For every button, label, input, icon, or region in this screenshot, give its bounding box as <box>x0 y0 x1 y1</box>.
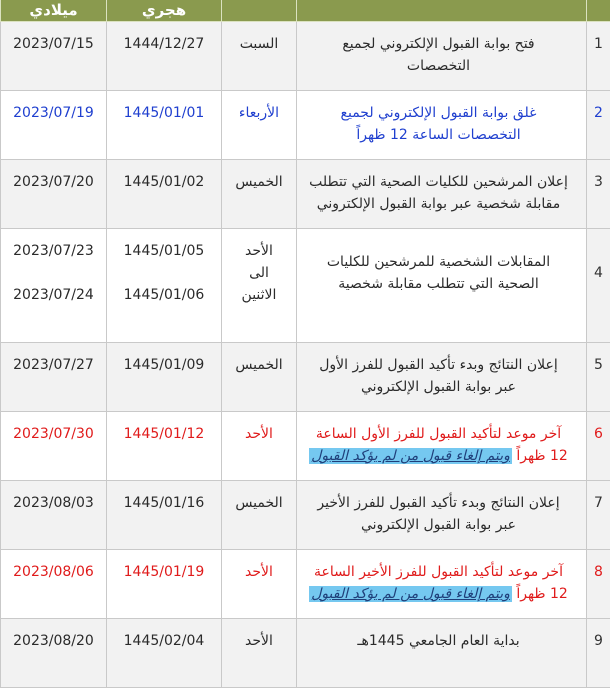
day-name: الأحد <box>222 619 297 688</box>
table-row <box>1 550 610 619</box>
event-text: آخر موعد لتأكيد القبول للفرز الأول الساعة 12 ظهراً <box>316 426 568 464</box>
hijri-date: 1445/02/04 <box>107 619 222 688</box>
gregorian-date: 2023/07/19 <box>1 91 107 160</box>
day-name: الأحد <box>222 412 297 481</box>
hijri-date: 1445/01/12 <box>107 412 222 481</box>
day-separator: الى <box>222 262 296 284</box>
hijri-date: 1444/12/27 <box>107 22 222 91</box>
event-text: فتح بوابة القبول الإلكتروني لجميع التخصصات <box>297 22 587 91</box>
day-name: الأحد <box>222 550 297 619</box>
table-header-row <box>1 0 610 22</box>
hijri-date-end: 1445/01/06 <box>107 284 221 306</box>
row-number: 9 <box>587 619 610 688</box>
row-number: 4 <box>587 229 610 343</box>
row-number: 7 <box>587 481 610 550</box>
row-number: 6 <box>587 412 610 481</box>
hijri-date: 1445/01/19 <box>107 550 222 619</box>
gregorian-date: 2023/07/20 <box>1 160 107 229</box>
event-cell <box>297 550 587 619</box>
day-name: الخميس <box>222 160 297 229</box>
hijri-date: 1445/01/09 <box>107 343 222 412</box>
cancellation-note-link[interactable]: ويتم إلغاء قبول من لم يؤكد القبول <box>309 448 512 464</box>
row-number: 1 <box>587 22 610 91</box>
event-text: إعلان النتائج وبدء تأكيد القبول للفرز الأخير عبر بوابة القبول الإلكتروني <box>297 481 587 550</box>
hijri-date: 1445/01/16 <box>107 481 222 550</box>
row-number: 8 <box>587 550 610 619</box>
table-row <box>1 412 610 481</box>
table-row <box>1 229 610 343</box>
header-gregorian: ميلادي <box>1 0 107 22</box>
hijri-date-start: 1445/01/05 <box>107 240 221 262</box>
table-row <box>1 91 610 160</box>
day-start: الأحد <box>222 240 296 262</box>
row-number: 2 <box>587 91 610 160</box>
day-name: الأربعاء <box>222 91 297 160</box>
hijri-date: 1445/01/02 <box>107 160 222 229</box>
hijri-date-range <box>107 229 222 343</box>
table-row <box>1 619 610 688</box>
day-name: السبت <box>222 22 297 91</box>
gregorian-date: 2023/08/20 <box>1 619 107 688</box>
event-text: إعلان المرشحين للكليات الصحية التي تتطلب مقابلة شخصية عبر بوابة القبول الإلكتروني <box>297 160 587 229</box>
gregorian-date-range <box>1 229 107 343</box>
day-name: الخميس <box>222 481 297 550</box>
header-day <box>222 0 297 22</box>
day-range <box>222 229 297 343</box>
event-cell <box>297 412 587 481</box>
header-num <box>587 0 610 22</box>
row-number: 5 <box>587 343 610 412</box>
event-text: بداية العام الجامعي 1445هـ <box>297 619 587 688</box>
gregorian-date-start: 2023/07/23 <box>1 240 106 262</box>
gregorian-date: 2023/07/30 <box>1 412 107 481</box>
event-text: آخر موعد لتأكيد القبول للفرز الأخير الساعة 12 ظهراً <box>314 564 568 602</box>
table-row <box>1 22 610 91</box>
header-hijri: هجري <box>107 0 222 22</box>
table-row <box>1 343 610 412</box>
gregorian-date-end: 2023/07/24 <box>1 284 106 306</box>
gregorian-date: 2023/08/03 <box>1 481 107 550</box>
header-event <box>297 0 587 22</box>
cancellation-note-link[interactable]: ويتم إلغاء قبول من لم يؤكد القبول <box>309 586 512 602</box>
day-name: الخميس <box>222 343 297 412</box>
gregorian-date: 2023/07/27 <box>1 343 107 412</box>
event-text: المقابلات الشخصية للمرشحين للكليات الصحية التي تتطلب مقابلة شخصية <box>297 229 587 343</box>
row-number: 3 <box>587 160 610 229</box>
hijri-date: 1445/01/01 <box>107 91 222 160</box>
table-row <box>1 481 610 550</box>
day-end: الاثنين <box>222 284 296 306</box>
gregorian-date: 2023/07/15 <box>1 22 107 91</box>
table-row <box>1 160 610 229</box>
gregorian-date: 2023/08/06 <box>1 550 107 619</box>
event-text: إعلان النتائج وبدء تأكيد القبول للفرز الأول عبر بوابة القبول الإلكتروني <box>297 343 587 412</box>
event-text: غلق بوابة القبول الإلكتروني لجميع التخصصات الساعة 12 ظهراً <box>297 91 587 160</box>
